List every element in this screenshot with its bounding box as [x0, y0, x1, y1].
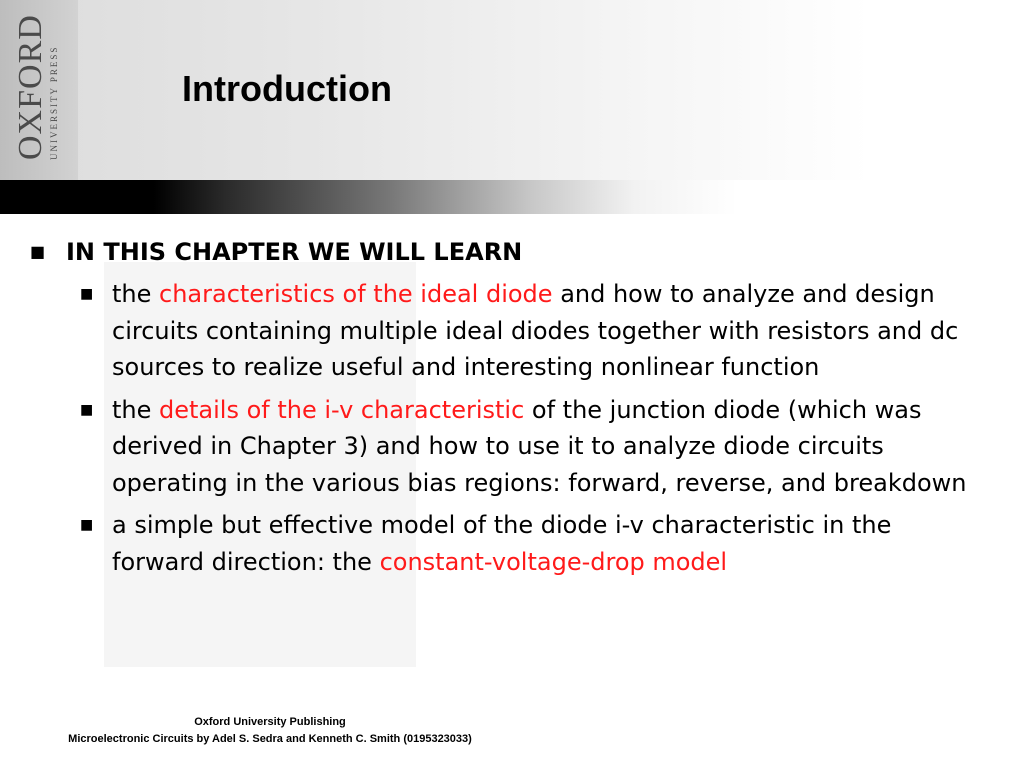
square-bullet-icon: ■ [80, 401, 94, 418]
logo-text [14, 14, 60, 160]
slide-content [30, 234, 990, 580]
slide-title: Introduction [182, 68, 392, 109]
header-band [0, 0, 1024, 180]
sub-bullet-post: of the junction diode (which was derived in Chapter 3) and how to use it to analyze diode circuits operating in the various bias regions: forward, reverse, and breakdown [112, 395, 967, 497]
sub-bullet-pre: a simple but effective model of the diode i-v characteristic in the forward direction: the [112, 511, 892, 576]
main-bullet [30, 234, 990, 270]
footer-publisher: Oxford University Publishing [194, 716, 346, 728]
square-bullet-icon: ■ [80, 286, 94, 302]
sub-bullet-highlight: characteristics of the ideal diode [159, 280, 553, 308]
footer-citation: Microelectronic Circuits by Adel S. Sedra and Kenneth C. Smith (0195323033) [68, 733, 472, 745]
main-bullet-text: IN THIS CHAPTER WE WILL LEARN [66, 238, 523, 266]
sub-bullet [80, 392, 990, 502]
slide-footer [0, 714, 540, 748]
square-bullet-icon: ■ [80, 517, 94, 533]
logo-sub-text: UNIVERSITY PRESS [49, 45, 59, 160]
sub-bullet-post: and how to analyze and design circuits containing multiple ideal diodes together with resistors and dc sources to realize useful and interesting nonlinear function [112, 280, 959, 381]
sub-bullet-highlight: constant-voltage-drop model [379, 547, 728, 576]
logo-main-text: OXFORD [12, 14, 49, 160]
square-bullet-icon: ■ [30, 242, 46, 261]
sub-bullet-pre: the [112, 280, 160, 308]
oxford-logo [0, 0, 78, 180]
sub-bullet-pre: the [112, 395, 160, 424]
sub-bullet-highlight: details of the i-v characteristic [159, 395, 525, 424]
title-divider-band [0, 180, 1024, 214]
sub-bullet [80, 276, 990, 386]
sub-bullet [80, 507, 990, 580]
